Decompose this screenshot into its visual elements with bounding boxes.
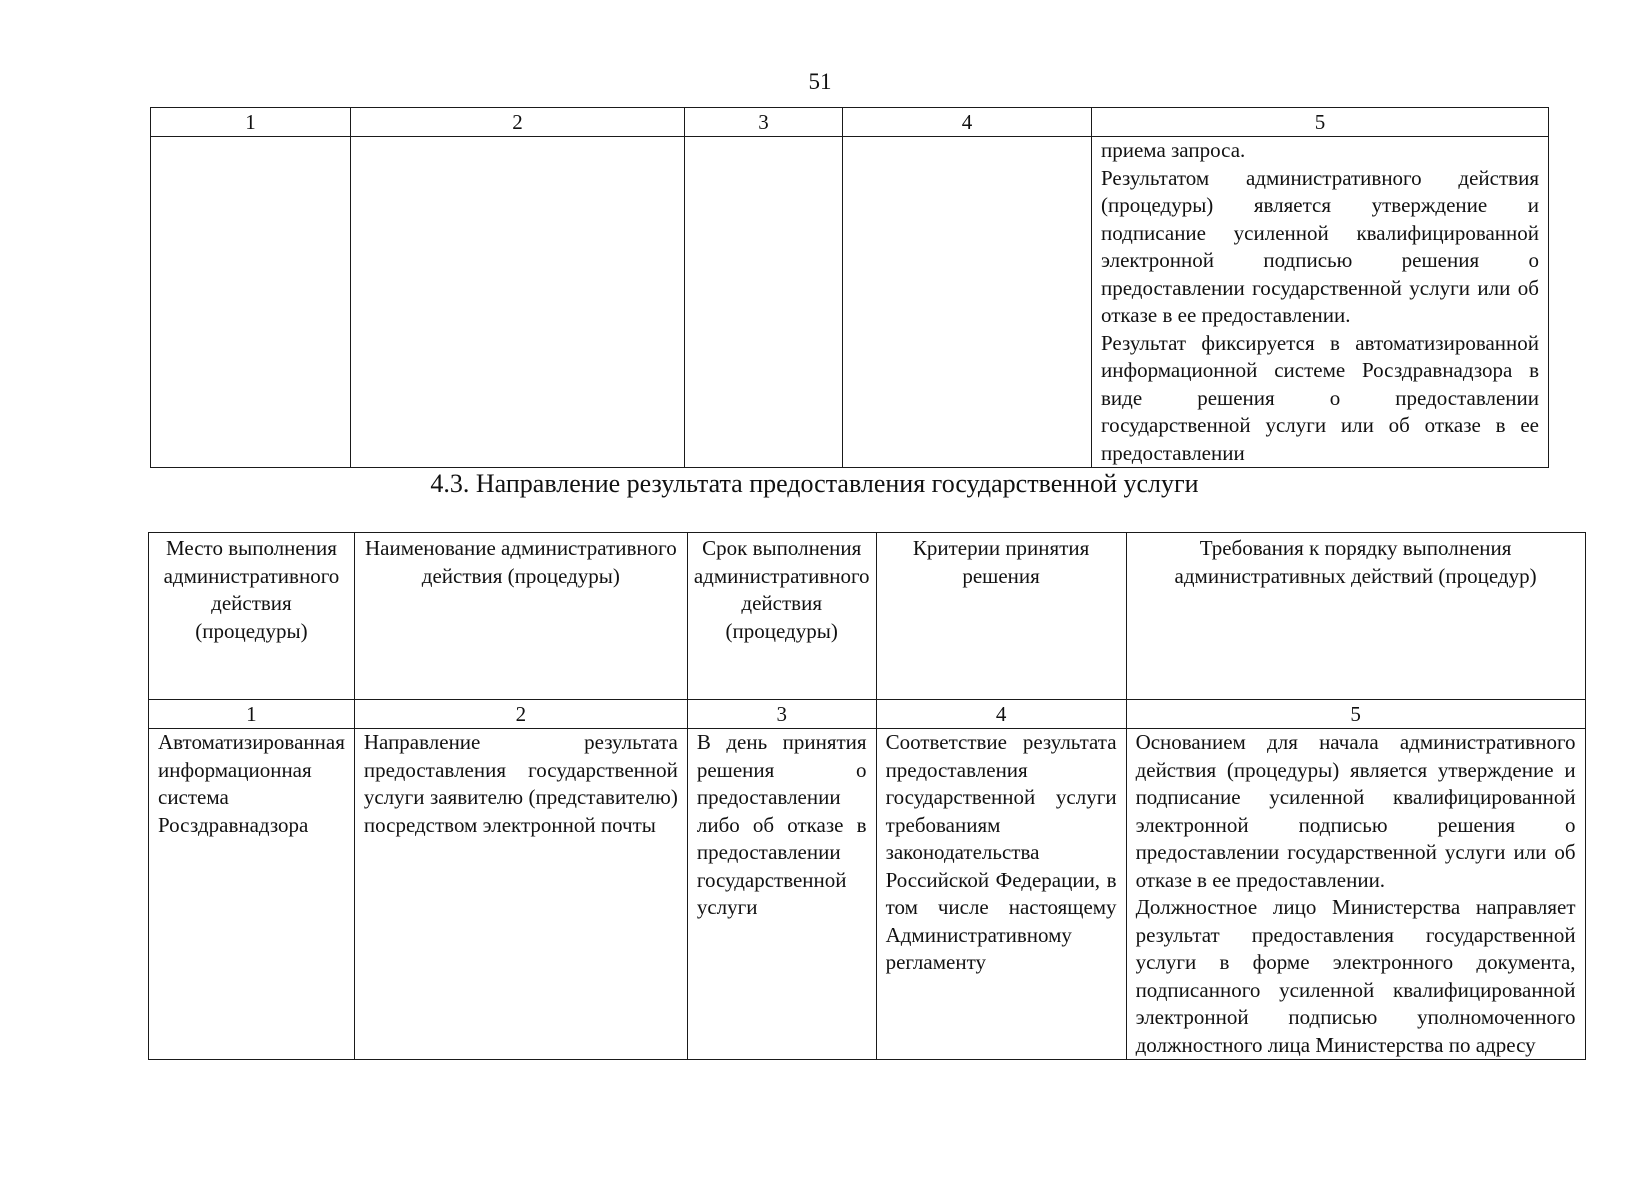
- requirements-paragraph: приема запроса.: [1101, 138, 1246, 162]
- cell-requirements: [1092, 137, 1549, 468]
- column-number: 3: [685, 108, 843, 137]
- cell-action-name: Направление результата предоставления государственной услуги заявителю (представителю) посредством электронной почты: [354, 729, 687, 1060]
- column-number: 2: [354, 700, 687, 729]
- column-number-row: [149, 700, 1586, 729]
- procedure-table: [148, 532, 1586, 1060]
- cell-action-name: [351, 137, 685, 468]
- column-number: 4: [876, 700, 1126, 729]
- table-row: [149, 729, 1586, 1060]
- column-number-row: [151, 108, 1549, 137]
- column-number: 5: [1092, 108, 1549, 137]
- cell-place: Автоматизированная информационная система Росздравнадзора: [149, 729, 355, 1060]
- cell-requirements: [1126, 729, 1585, 1060]
- requirements-paragraph: Основанием для начала административного действия (процедуры) является утверждение и подписание усиленной квалифицированной электронной подписью решения о предоставлении государственной услуги или об отказе в ее предоставлении.: [1135, 730, 1576, 892]
- section-heading: 4.3. Направление результата предоставления государственной услуги: [430, 469, 1199, 498]
- column-number: 1: [151, 108, 351, 137]
- column-number: 2: [351, 108, 685, 137]
- column-number: 1: [149, 700, 355, 729]
- cell-deadline: В день принятия решения о предоставлении либо об отказе в предоставлении государственной услуги: [687, 729, 876, 1060]
- column-number: 5: [1126, 700, 1585, 729]
- cell-criteria: [843, 137, 1092, 468]
- column-number: 3: [687, 700, 876, 729]
- continuation-table: [150, 107, 1549, 468]
- requirements-paragraph: Должностное лицо Министерства направляет результат предоставления государственной услуги в форме электронного документа, подписанного усиленной квалифицированной электронной подписью уполномоченного должностного лица Министерства по адресу: [1135, 895, 1576, 1057]
- column-number: 4: [843, 108, 1092, 137]
- table-row: [151, 137, 1549, 468]
- header-requirements: Требования к порядку выполнения административных действий (процедур): [1126, 533, 1585, 700]
- page-number: 51: [808, 69, 832, 94]
- cell-deadline: [685, 137, 843, 468]
- header-row: [149, 533, 1586, 700]
- header-criteria: Критерии принятия решения: [876, 533, 1126, 700]
- cell-criteria: Соответствие результата предоставления государственной услуги требованиям законодательства Российской Федерации, в том числе настоящему Административному регламенту: [876, 729, 1126, 1060]
- header-deadline: Срок выполнения административного действия (процедуры): [687, 533, 876, 700]
- cell-place: [151, 137, 351, 468]
- header-place: Место выполнения административного действия (процедуры): [149, 533, 355, 700]
- requirements-paragraph: Результат фиксируется в автоматизированной информационной системе Росздравнадзора в виде решения о предоставлении государственной услуги или об отказе в ее предоставлении: [1101, 330, 1539, 465]
- requirements-paragraph: Результатом административного действия (процедуры) является утверждение и подписание усиленной квалифицированной электронной подписью решения о предоставлении государственной услуги или об отказе в ее предоставлении.: [1101, 165, 1539, 327]
- header-action-name: Наименование административного действия (процедуры): [354, 533, 687, 700]
